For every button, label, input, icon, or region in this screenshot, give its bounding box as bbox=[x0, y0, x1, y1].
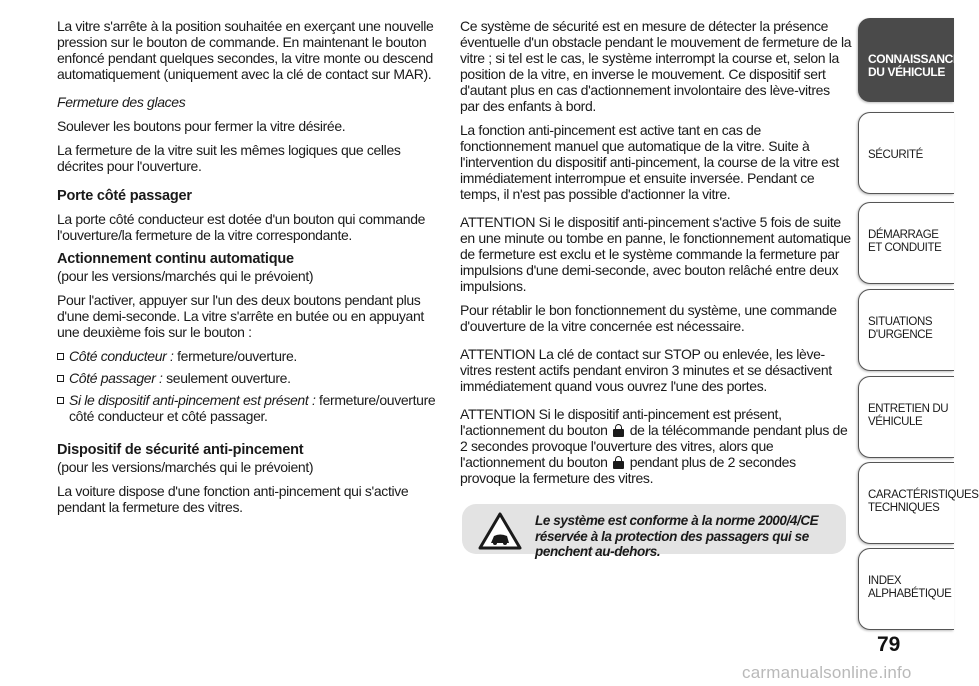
fermeture-title: Fermeture des glaces bbox=[57, 94, 186, 110]
tab-urgence[interactable] bbox=[858, 289, 954, 371]
tab-index[interactable] bbox=[858, 548, 954, 630]
anti-pincement-paragraph: La fonction anti-pincement est active tant en cas de fonctionnement manuel que automatique de la vitre. Suite à l'intervention du dispositif anti-pincement, la course de la vitre est immédiatement interrompue et ensuite inversée. Pendant ce temps, il n'est pas possible d'actionner la vitre. bbox=[460, 122, 839, 202]
lock-icon bbox=[613, 456, 624, 469]
bullet-label: Côté passager : bbox=[69, 370, 163, 386]
page-number: 79 bbox=[877, 633, 901, 656]
tab-connaissance[interactable] bbox=[858, 18, 961, 102]
lock-icon bbox=[613, 424, 624, 437]
bullet-item bbox=[57, 392, 445, 424]
retablir-paragraph: Pour rétablir le bon fonctionnement du système, une commande d'ouverture de la vitre concernée est nécessaire. bbox=[460, 302, 837, 334]
actionnement-heading: Actionnement continu automatique bbox=[57, 251, 294, 267]
bullet-label: Côté conducteur : bbox=[69, 348, 174, 364]
chapter-sidebar bbox=[858, 0, 979, 686]
attention-5-fois-paragraph: ATTENTION Si le dispositif anti-pincement s'active 5 fois de suite en une minute ou tombe en panne, le fonctionnement automatique de fermeture est exclu et le système commande la fermeture par impulsions d'une demi-seconde, avec bouton relâché entre deux impulsions. bbox=[460, 214, 851, 294]
safety-note-box bbox=[462, 504, 846, 559]
telecommande-text-a: ATTENTION Si le dispositif anti-pincement est présent, l'actionnement du bouton bbox=[460, 406, 782, 438]
safety-note-text: Le système est conforme à la norme 2000/4/CE réservée à la protection des passagers qui se penchent au-dehors. bbox=[535, 513, 819, 559]
tab-label: ENTRETIEN DU VÉHICULE bbox=[868, 403, 949, 428]
tab-entretien[interactable] bbox=[858, 376, 954, 458]
attention-stop-paragraph: ATTENTION La clé de contact sur STOP ou enlevée, les lève-vitres restent actifs pendant environ 3 minutes et se désactivent immédiatement quand vous ouvrez l'une des portes. bbox=[460, 346, 832, 394]
porte-passager-heading: Porte côté passager bbox=[57, 188, 192, 204]
actionnement-subtitle: (pour les versions/marchés qui le prévoient) bbox=[57, 268, 314, 284]
obstacle-paragraph: Ce système de sécurité est en mesure de détecter la présence éventuelle d'un obstacle pendant le mouvement de fermeture de la vitre ; si tel est le cas, le système interrompt la course et, selon la position de la vitre, en inverse le mouvement. Ce dispositif sert d'autant plus en cas d'actionnement involontaire des lève-vitres par des enfants à bord. bbox=[460, 18, 852, 114]
fermeture-paragraph: Soulever les boutons pour fermer la vitre désirée. bbox=[57, 118, 346, 134]
checkbox-bullet-icon bbox=[57, 397, 64, 404]
tab-securite[interactable] bbox=[858, 112, 954, 194]
checkbox-bullet-icon bbox=[57, 353, 64, 360]
telecommande-text-b: de la télécommande pendant plus de 2 secondes provoque l'ouverture des vitres, alors que l'actionnement du bouton bbox=[460, 422, 848, 470]
bullet-label: Si le dispositif anti-pincement est présent : bbox=[69, 392, 316, 408]
left-column bbox=[57, 18, 445, 523]
tab-label: INDEX ALPHABÉTIQUE bbox=[868, 575, 952, 600]
tab-caracteristiques[interactable] bbox=[858, 462, 979, 544]
dispositif-heading: Dispositif de sécurité anti-pincement bbox=[57, 442, 304, 458]
tab-label: CARACTÉRISTIQUES TECHNIQUES bbox=[868, 489, 979, 514]
bullet-text: seulement ouverture. bbox=[162, 370, 291, 386]
watermark: carmanualsonline.info bbox=[742, 663, 912, 682]
attention-telecommande-paragraph bbox=[460, 406, 852, 486]
tab-label: SÉCURITÉ bbox=[868, 149, 923, 161]
dispositif-paragraph: La voiture dispose d'une fonction anti-pincement qui s'active pendant la fermeture des vitres. bbox=[57, 483, 409, 515]
tab-label: DÉMARRAGE ET CONDUITE bbox=[868, 229, 942, 254]
bullet-item bbox=[57, 370, 445, 386]
bullet-item bbox=[57, 348, 445, 364]
dispositif-subtitle: (pour les versions/marchés qui le prévoient) bbox=[57, 459, 314, 475]
bullet-text: fermeture/ouverture. bbox=[173, 348, 297, 364]
bullet-text: fermeture/ouverture côté conducteur et côté passager. bbox=[69, 392, 436, 424]
warning-window-icon bbox=[478, 512, 522, 550]
porte-passager-paragraph: La porte côté conducteur est dotée d'un bouton qui commande l'ouverture/la fermeture de la vitre correspondante. bbox=[57, 211, 426, 243]
right-column bbox=[460, 18, 852, 494]
telecommande-text-c: pendant plus de 2 secondes provoque la fermeture des vitres. bbox=[460, 454, 796, 486]
tab-label: SITUATIONS D'URGENCE bbox=[868, 316, 933, 341]
checkbox-bullet-icon bbox=[57, 375, 64, 382]
intro-paragraph: La vitre s'arrête à la position souhaitée en exerçant une nouvelle pression sur le bouton de commande. En maintenant le bouton enfoncé pendant quelques secondes, la vitre monte ou descend automatiquement (uniquement avec la clé de contact sur MAR). bbox=[57, 18, 434, 82]
actionnement-paragraph: Pour l'activer, appuyer sur l'un des deux boutons pendant plus d'une demi-seconde. La vitre s'arrête en butée ou en appuyant une deuxième fois sur le bouton : bbox=[57, 292, 424, 340]
tab-demarrage[interactable] bbox=[858, 202, 954, 284]
tab-label: CONNAISSANCE DU VÉHICULE bbox=[868, 52, 961, 79]
fermeture-logic-paragraph: La fermeture de la vitre suit les mêmes logiques que celles décrites pour l'ouverture. bbox=[57, 142, 401, 174]
